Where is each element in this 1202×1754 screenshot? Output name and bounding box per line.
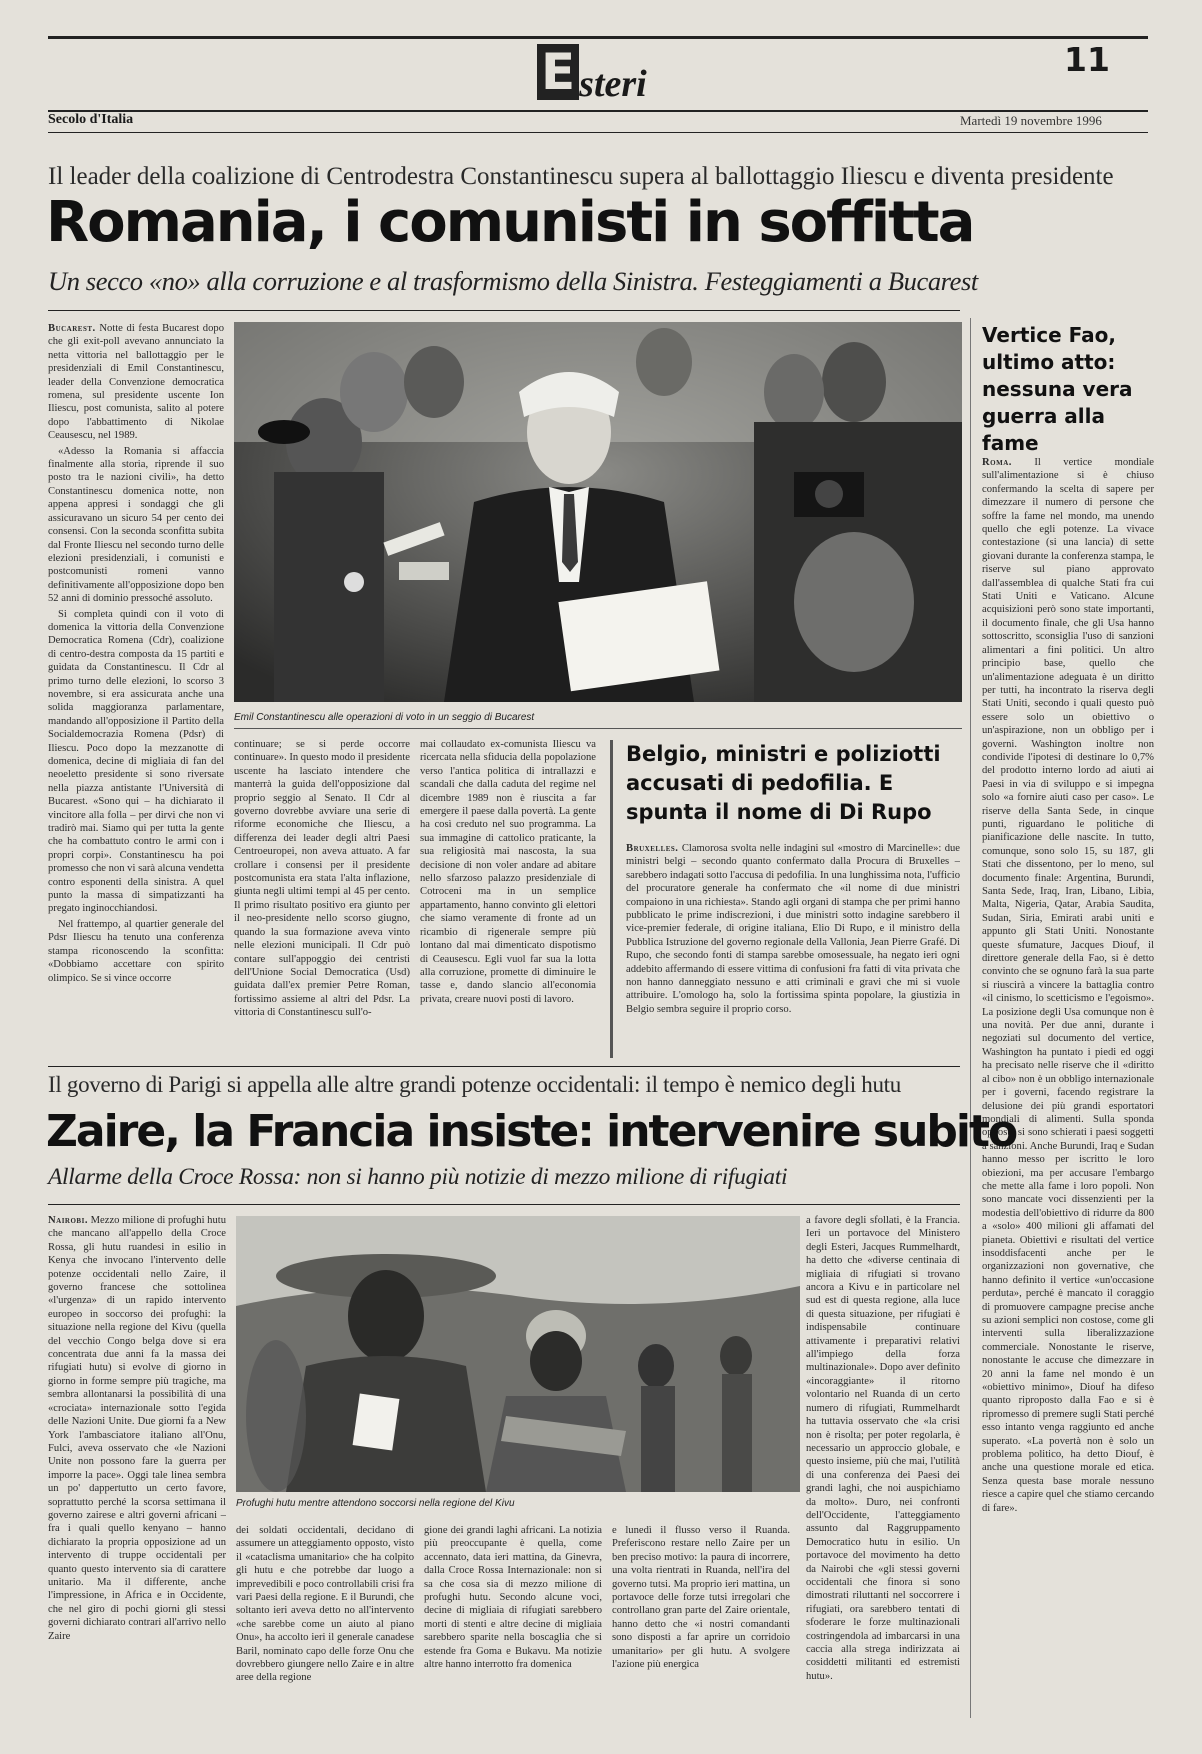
romania-text-col2: continuare; se si perde occorre continuare». In questo modo il presidente uscente ha lasciato intendere che manterrà la guida dell'opposizione dal proprio seggio al Senato. Il Cdr al governo dovrebbe avviare una serie di riforme economiche che Iliescu, a differenza dei leader degli altri Paesi Centroeuropei, non aveva attuato. A far crollare i consensi per il presidente postcomunista era stata l'alta inflazione, giunta negli ultimi tempi al 45 per cento. Il primo risultato positivo era giunto per il neo-presidente nello scorso giugno, quando la sua formazione aveva vinto nelle elezioni municipali. Il Cdr può contare sull'appoggio dei centristi dell'Unione Social Democratica (Usd) guidata dall'ex premier Petre Roman, fortissimo assieme al altri del Pdsr. La vittoria di Constantinescu sull'o- bbox=[234, 739, 410, 1019]
photo-caption-zaire: Profughi hutu mentre attendono soccorsi nella regione del Kivu bbox=[236, 1498, 515, 1509]
paper-name: Secolo d'Italia bbox=[48, 112, 134, 127]
zaire-headline: Zaire, la Francia insiste: intervenire subito bbox=[46, 1106, 1017, 1157]
section-title bbox=[537, 43, 647, 105]
voting-scene-illustration bbox=[234, 322, 962, 702]
romania-headline: Romania, i comunisti in soffitta bbox=[46, 190, 974, 255]
constantinescu-photo bbox=[234, 322, 962, 702]
romania-text-p4: Nel frattempo, al quartier generale del Pdsr Iliescu ha tenuto una conferenza stampa riconoscendo la sconfitta: «Dobbiamo accettare con spirito olimpico. Se si vince occorre bbox=[48, 918, 224, 984]
romania-text-p3: Si completa quindi con il voto di domenica la vittoria della Convenzione Democratica Romena (Cdr), coalizione di centro-destra composta da 15 partiti e guidata da Constantinescu. Il Cdr al primo turno delle elezioni, lo scorso 3 novembre, si era assicurata anche una solida maggioranza parlamentare, mandando all'opposizione il Partito della Socialdemocrazia Romena (Pdsr) di Iliescu. Poco dopo la mezzanotte di domenica, decine di migliaia di fan del neoeletto presidente si sono riversate nella piazza antistante l'Università di Bucarest. «Sono qui – ha dichiarato il vincitore alla folla – per dirvi che non vi tradirò mai. Siamo qui per tutta la gente che ha combattuto contro le armi con i propri corpi». Constantinescu ha poi promesso che non vi sarà alcuna vendetta contro esponenti della sinistra. A quel punto la massa di simpatizzanti ha pregato inginocchiandosi. bbox=[48, 608, 224, 915]
zaire-text-col3: gione dei grandi laghi africani. La notizia più preoccupante è quella, come accennato, data ieri mattina, da Ginevra, dalla Croce Rossa Internazionale: non si sa che cosa sia di mezzo milione di profughi hutu. Secondo alcune voci, decine di migliaia di rifugiati sarebbero morti di stenti e altre decine di migliaia sarebbero sparite nella boscaglia che si estende fra Goma e Bukavu. Ma notizie altre hanno interrotto fra domenica bbox=[424, 1525, 602, 1671]
caption-rule bbox=[234, 728, 962, 729]
fao-headline: Vertice Fao, ultimo atto: nessuna vera guerra alla fame bbox=[982, 323, 1133, 455]
zaire-text-col1: Mezzo milione di profughi hutu che mancano all'appello della Croce Rossa, gli hutu ruandesi in esilio in Kenya che invocano l'intervento delle potenze occidentali nello Zaire, il governo francese che sottolinea «l'urgenza» di un rapido intervento europeo in soccorso dei profughi: la situazione nella regione del Kivu (quella del vecchio Congo belga dove si era concentrata due anni fa la massa dei rifugiati hutu) si evolve di giorno in giorno in forme sempre più tragiche, ma sembra allontanarsi la possibilità di una «crociata» internazionale sotto l'egida delle Nazioni Unite. Due giorni fa a New York l'ambasciatore italiano all'Onu, Fulci, aveva osservato che «le Nazioni Unite non possono fare la guerra per imporre la pace». Oggi tale linea sembra un po' dappertutto un certo favore, soprattutto perché la scorsa settimana il governo zairese e altri governi africani – fra i quali quello kenyano – hanno dichiarato la propria opposizione ad un intervento di truppe occidentali per quanto questo intervento sia di carattere unitario. Ma il differente, anche l'impressione, in Africa e in Occidente, che nel giro di pochi giorni gli stessi governi dichiarato contrari all'arrivo nello Zaire bbox=[48, 1215, 226, 1642]
romania-text-p1: Notte di festa Bucarest dopo che gli exit-poll avevano annunciato la netta vittoria nel ballottaggio per le presidenziali di Emil Constantinescu, leader della Convenzione democratica romena, sul presidente uscente Ion Iliescu, post comunista, salito al potere dopo l'abbattimento di Nikolae Ceausescu, nel 1989. bbox=[48, 323, 224, 442]
zaire-kicker: Il governo di Parigi si appella alle altre grandi potenze occidentali: il tempo è nemico degli hutu bbox=[48, 1072, 901, 1097]
zaire-text-col5: a favore degli sfollati, è la Francia. Ieri un portavoce del Ministero degli Esteri, Jacques Rummelhardt, ha detto che «diverse centinaia di migliaia di rifugiati si trovano ancora a Kivu e in particolare nel sud est di questa regione, alla luce di questa situazione, per rifugiati è indispensabile continuare attivamente i preparativi relativi all'impiego della forza multinazionale». Dopo aver definito «incoraggiante» il ritorno volontario nel Ruanda di un certo numero di rifugiati, Rummelhardt ha tuttavia osservato che «la crisi non è risolta; per poter regolarla, è necessario un approccio globale, e questo insieme, più che mai, l'utilità di una conferenza dei Paesi dei grandi laghi, che noi auspichiamo da molto». Duro, nei confronti dell'Occidente, l'atteggiamento assunto dal Raggruppamento Democratico hutu in esilio. Un portavoce del movimento ha detto da Nairobi che «gli stessi governi occidentali che finora si sono dimostrati riluttanti nel soccorrere i rifugiati, ora sarebbero tentati di sfoderare le forze multinazionali costringendola ad imbarcarsi in una caccia alla strega indirizzata ai cosiddetti militanti ed estremisti hutu». bbox=[806, 1215, 960, 1682]
zaire-col-4 bbox=[612, 1524, 790, 1704]
zaire-col-3 bbox=[424, 1524, 602, 1704]
fao-dateline: Roma. bbox=[982, 457, 1012, 468]
romania-kicker: Il leader della coalizione di Centrodestra Constantinescu supera al ballottaggio Iliescu e diventa presidente bbox=[48, 163, 1114, 190]
zaire-top-rule bbox=[48, 1066, 960, 1067]
masthead-rule-bottom bbox=[48, 132, 1148, 133]
zaire-text-col2: dei soldati occidentali, decidano di assumere un atteggiamento opposto, visto il «cataclisma umanitario» che ha colpito gli hutu e che potrebbe dar luogo a imprevedibili e poco controllabili crisi fra vari Paesi della regione. E il Burundi, che soltanto ieri aveva detto no all'intervento «che sarebbe come un aiuto al piano Onu», ha accolto ieri il generale canadese Baril, nominato capo delle forze Onu che dovrebbero giungere nello Zaire e in altre aree della regione bbox=[236, 1525, 414, 1684]
zaire-col-2 bbox=[236, 1524, 414, 1704]
section-rest: steri bbox=[579, 63, 647, 105]
masthead-rule bbox=[48, 110, 1148, 112]
zaire-col-5 bbox=[806, 1214, 960, 1704]
romania-deck: Un secco «no» alla corruzione e al trasformismo della Sinistra. Festeggiamenti a Bucarest bbox=[48, 266, 978, 296]
section-letter: E bbox=[537, 44, 579, 100]
romania-rule bbox=[48, 310, 960, 311]
photo-caption-main: Emil Constantinescu alle operazioni di voto in un seggio di Bucarest bbox=[234, 712, 535, 723]
page-number: 11 bbox=[1064, 40, 1110, 79]
belgio-dateline: Bruxelles. bbox=[626, 843, 679, 854]
fao-text: Il vertice mondiale sull'alimentazione si è chiuso confermando la scelta di sapere per dimezzare il numero di persone che soffre la fame nel mondo, ma unendo quello che egli potenze. La vivace contestazione (si una lancia) di sette giovani durante la conferenza stampa, le riserve sul piano approvato dall'assemblea di qualche Stati fra cui Stati Uniti e Vaticano. Alcune acquisizioni però sono state importanti, il documento finale, che gli Usa hanno sottoscritto, sconsiglia l'uso di sanzioni alimentari a fini politici. Un altro principio base, quello che un'alimentazione adeguata è un diritto per tutti, ha incontrato la riserva degli Stati Uniti, secondo i quali questo può essere solo un obiettivo o un'aspirazione, non un obbligo per i governi. Washington inoltre non condivide l'ipotesi di destinare lo 0,7% del prodotto interno lordo ad aiuti ai Paesi in via di sviluppo e si impegna solo «a fornire aiuti caso per caso». Le riserve della Santa Sede, in cinque punti, riguardano le politiche di pianificazione delle nascite. In tutto, comunque, sono solo 15, su 187, gli Stati che dissentono, per lo meno, sul documento finale: Argentina, Burundi, Santa Sede, Iraq, Iran, Libano, Libia, Malta, Nigeria, Qatar, Arabia Saudita, Sudan, Siria, Emirati arabi uniti e appunto gli Stati Uniti. Nonostante queste sfumature, Jacques Diouf, il direttore generale della Fao, si è detto convinto che se ognuno farà la sua parte si riuscirà a vincere la battaglia contro «il cinismo, lo scetticismo e l'egoismo». La posizione degli Usa comunque non è una novità. Per due anni, durante i negoziati sul documento del vertice, Washington ha puntato i piedi ed oggi ha precisato nelle riserve che il «diritto al cibo» non è un obbligo internazionale per i governi, facendo registrare la delusione dei più grandi esportatori mondiali di alimenti. Sulla sponda opposta si sono schierati i paesi soggetti a sanzioni. Anche Burundi, Iraq e Sudan hanno messo per iscritto le loro obiezioni, ma per accusare l'embargo che mette alla fame i loro popoli. Non sono mancate voci dissenzienti per la modestia dell'obiettivo di ridurre da 800 a «solo» 400 milioni gli affamati del pianeta. Obiettivi e risultati del vertice insoddisfacenti anche per le organizzazioni non governative, che hanno definito il vertice «un'occasione perduta», perché è mancato il coraggio di promuovere campagne precise anche su azioni semplici non costose, come gli interventi sulla liberalizzazione commerciale. Nonostante le riserve, nonostante le accuse che dimezzare in 20 anni la fame nel mondo è un «obiettivo minimo», Diouf ha difeso quanto riproposto dalla Fao e si è ripromesso di premere sugli Stati perché esso intanto venga raggiunto ed anche superato. «La povertà non è solo un problema politico, ha detto Diouf, è anche una questione morale ed etica. Senza questa base morale nessuno riesce a capire quel che stiamo cercando di fare». bbox=[982, 457, 1154, 1514]
zaire-rule bbox=[48, 1204, 960, 1205]
fao-body bbox=[982, 456, 1154, 1718]
belgio-body bbox=[626, 842, 960, 1056]
belgio-left-bar bbox=[610, 740, 613, 1058]
zaire-deck: Allarme della Croce Rossa: non si hanno più notizie di mezzo milione di rifugiati bbox=[48, 1164, 788, 1190]
refugees-illustration bbox=[236, 1216, 800, 1492]
zaire-col-1 bbox=[48, 1214, 226, 1704]
issue-date: Martedì 19 novembre 1996 bbox=[960, 113, 1102, 128]
belgio-headline: Belgio, ministri e poliziotti accusati di pedofilia. E spunta il nome di Di Rupo bbox=[626, 742, 941, 824]
top-rule bbox=[48, 36, 1148, 39]
zaire-dateline: Nairobi. bbox=[48, 1215, 88, 1226]
romania-col-3 bbox=[420, 738, 596, 1058]
sidebar-divider bbox=[970, 318, 971, 1718]
zaire-text-col4: e lunedì il flusso verso il Ruanda. Preferiscono restare nello Zaire per un ben preciso motivo: la paura di incorrere, una volta rientrati in Ruanda, nell'ira del governo tutsi. Ma proprio ieri mattina, un portavoce delle forze tutsi irregolari che controllano gran parte del Zaire orientale, hanno detto che «i nostri comandanti sono disposti a far aprire un corridoio umanitario» per gli hutu. A svolgere l'azione più energica bbox=[612, 1525, 790, 1671]
romania-dateline: Bucarest. bbox=[48, 323, 96, 334]
romania-col-2 bbox=[234, 738, 410, 1058]
romania-text-col3: mai collaudato ex-comunista Iliescu va ricercata nella sfiducia della popolazione verso l'antica politica di intrallazzi e scandali che dalla caduta del regime nel dicembre 1989 non è riuscita a far emergere il paese dalla povertà. La gente ha così creduto nel suo programma. La sua immagine di cattolico praticante, la sua religiosità mai nascosta, la sua decisione di non voler andare ad abitare nello sfarzoso palazzo presidenziale di Cotroceni ma in un semplice appartamento, hanno convinto gli elettori che siamo veramente di fronte ad un ricambio di rigenerale sempre più lontano dal mai dimenticato dispotismo di Ceausescu. Egli vuol far sua la lotta alla corruzione, promette di diminuire le tasse e, dando slancio all'economia privata, creare nuovi posti di lavoro. bbox=[420, 739, 596, 1005]
romania-text-p2: «Adesso la Romania si affaccia finalmente alla storia, riprende il suo posto tra le nazioni civili», ha detto Constantinescu domenica notte, non appena appresi i sondaggi che gli assicuravano un sicuro 54 per cento dei consensi. Con la seconda sconfitta subita dal Fronte Iliescu nel secondo turno delle elezioni presidenziali, i comunisti e postcomunisti romeni vanno definitivamente all'opposizione dopo ben 52 anni di dominio pressoché assoluto. bbox=[48, 445, 224, 605]
refugees-photo bbox=[236, 1216, 800, 1492]
belgio-text: Clamorosa svolta nelle indagini sul «mostro di Marcinelle»: due ministri belgi – secondo quanto confermato dalla Procura di Bruxelles – sarebbero indagati sotto l'accusa di pedofilia. In una lunghissima nota, l'ufficio del procuratore generale ha confermato che «il nome di due ministri compaiono in una richiesta». Stando agli organi di stampa che per primi hanno pubblicato le prime indiscrezioni, i due ministri sotto indagine sarebbero il vice-premier federale, di origine italiana, Elio Di Rupo, e il ministro della Pubblica Istruzione del governo regionale della Vallonia, Jean Pierre Grafé. Di Rupo, che secondo fonti di stampa sarebbe omosessuale, ha negato ieri ogni addebito affermando di essere vittima di confusioni fra fatti di vita privata che non hanno danneggiato nessuno e atti criminali e gravi che mi si vuole attribuire. L'omologo ha, solo la fortissima spinta popolare, la giustizia in Belgio sembra seguire il proprio corso. bbox=[626, 843, 960, 1015]
